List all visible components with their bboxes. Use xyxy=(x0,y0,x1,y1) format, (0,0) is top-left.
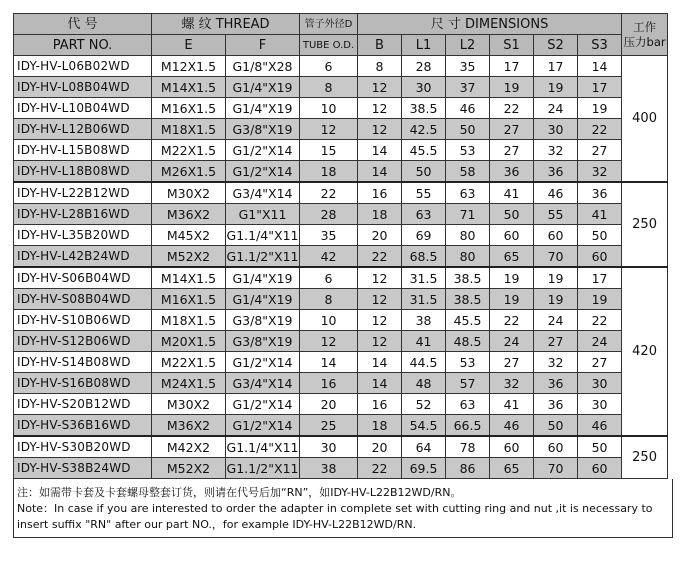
dim-s1-cell: 60 xyxy=(490,436,534,458)
thread-f-cell: G3/4"X14 xyxy=(226,373,300,394)
thread-f-cell: G1.1/4"X11 xyxy=(226,436,300,458)
dim-s2-cell: 36 xyxy=(534,394,578,415)
tube-od-cell: 6 xyxy=(300,56,358,77)
table-row xyxy=(14,161,668,183)
working-pressure-cell: 250 xyxy=(622,182,668,267)
col-header-f: F xyxy=(226,35,300,56)
thread-f-cell: G3/8"X19 xyxy=(226,310,300,331)
table-row xyxy=(14,415,668,437)
dim-l2-cell: 57 xyxy=(446,373,490,394)
dim-s2-cell: 30 xyxy=(534,119,578,140)
dim-l2-cell: 37 xyxy=(446,77,490,98)
dim-l1-cell: 52 xyxy=(402,394,446,415)
table-row xyxy=(14,289,668,310)
dim-b-cell: 12 xyxy=(358,289,402,310)
col-header-s3: S3 xyxy=(578,35,622,56)
code-header-cn: 代 号 xyxy=(14,14,152,35)
table-row xyxy=(14,182,668,204)
thread-e-cell: M18X1.5 xyxy=(152,310,226,331)
thread-e-cell: M26X1.5 xyxy=(152,161,226,183)
thread-e-cell: M16X1.5 xyxy=(152,289,226,310)
working-pressure-cell: 400 xyxy=(622,56,668,183)
thread-f-cell: G1/2"X14 xyxy=(226,394,300,415)
dim-s2-cell: 24 xyxy=(534,98,578,119)
tube-od-cell: 28 xyxy=(300,204,358,225)
dim-l2-cell: 63 xyxy=(446,182,490,204)
pressure-header xyxy=(622,14,668,56)
tube-od-header: TUBE O.D. xyxy=(300,35,358,56)
dim-s2-cell: 32 xyxy=(534,352,578,373)
dim-s3-cell: 19 xyxy=(578,98,622,119)
table-row xyxy=(14,98,668,119)
dim-s3-cell: 22 xyxy=(578,119,622,140)
tube-od-cell: 15 xyxy=(300,140,358,161)
dim-s2-cell: 36 xyxy=(534,373,578,394)
thread-e-cell: M18X1.5 xyxy=(152,119,226,140)
dim-s1-cell: 60 xyxy=(490,225,534,246)
dim-l2-cell: 53 xyxy=(446,140,490,161)
table-row xyxy=(14,140,668,161)
dim-s1-cell: 27 xyxy=(490,140,534,161)
part-no-cell: IDY-HV-S14B08WD xyxy=(14,352,152,373)
dim-l1-cell: 69 xyxy=(402,225,446,246)
dim-l1-cell: 38.5 xyxy=(402,98,446,119)
part-no-cell: IDY-HV-L28B16WD xyxy=(14,204,152,225)
table-row xyxy=(14,246,668,268)
dim-s1-cell: 65 xyxy=(490,246,534,268)
note-english: Note：In case if you are interested to order the adapter in complete set with cutting ring and nut ,it is necessary to insert suffix "RN" after our part NO.，for example IDY-HV-L22B12WD/RN. xyxy=(17,502,653,531)
dim-s3-cell: 17 xyxy=(578,267,622,289)
thread-e-cell: M52X2 xyxy=(152,458,226,479)
part-no-cell: IDY-HV-L12B06WD xyxy=(14,119,152,140)
dim-s3-cell: 60 xyxy=(578,458,622,479)
table-row xyxy=(14,458,668,479)
dim-s1-cell: 50 xyxy=(490,204,534,225)
col-header-s2: S2 xyxy=(534,35,578,56)
thread-e-cell: M12X1.5 xyxy=(152,56,226,77)
dim-b-cell: 20 xyxy=(358,225,402,246)
tube-od-cell: 18 xyxy=(300,161,358,183)
tube-od-cell: 10 xyxy=(300,310,358,331)
dim-s1-cell: 19 xyxy=(490,267,534,289)
dim-l1-cell: 38 xyxy=(402,310,446,331)
dim-b-cell: 12 xyxy=(358,267,402,289)
col-header-l2: L2 xyxy=(446,35,490,56)
part-no-cell: IDY-HV-S06B04WD xyxy=(14,267,152,289)
dim-s1-cell: 27 xyxy=(490,352,534,373)
tube-od-cell: 12 xyxy=(300,331,358,352)
dim-s3-cell: 27 xyxy=(578,140,622,161)
dim-l2-cell: 78 xyxy=(446,436,490,458)
thread-e-cell: M30X2 xyxy=(152,182,226,204)
part-no-cell: IDY-HV-S38B24WD xyxy=(14,458,152,479)
tube-od-cell: 12 xyxy=(300,119,358,140)
thread-f-cell: G1/2"X14 xyxy=(226,415,300,437)
dim-s2-cell: 19 xyxy=(534,267,578,289)
part-no-cell: IDY-HV-S16B08WD xyxy=(14,373,152,394)
dim-l2-cell: 53 xyxy=(446,352,490,373)
dim-s1-cell: 65 xyxy=(490,458,534,479)
dim-s2-cell: 17 xyxy=(534,56,578,77)
dim-s3-cell: 30 xyxy=(578,373,622,394)
dim-l1-cell: 41 xyxy=(402,331,446,352)
dim-l2-cell: 46 xyxy=(446,98,490,119)
dim-l1-cell: 54.5 xyxy=(402,415,446,437)
dim-s3-cell: 46 xyxy=(578,415,622,437)
dim-l2-cell: 38.5 xyxy=(446,267,490,289)
dim-s1-cell: 19 xyxy=(490,289,534,310)
table-row xyxy=(14,331,668,352)
tube-od-cell: 8 xyxy=(300,77,358,98)
dim-s1-cell: 19 xyxy=(490,77,534,98)
dim-l2-cell: 66.5 xyxy=(446,415,490,437)
dim-b-cell: 8 xyxy=(358,56,402,77)
dim-s2-cell: 27 xyxy=(534,331,578,352)
part-no-cell: IDY-HV-L08B04WD xyxy=(14,77,152,98)
thread-f-cell: G3/4"X14 xyxy=(226,182,300,204)
thread-e-cell: M24X1.5 xyxy=(152,373,226,394)
tube-od-cell: 10 xyxy=(300,98,358,119)
dim-s3-cell: 60 xyxy=(578,246,622,268)
dim-s2-cell: 60 xyxy=(534,436,578,458)
dim-s3-cell: 19 xyxy=(578,289,622,310)
table-row xyxy=(14,225,668,246)
table-row xyxy=(14,267,668,289)
dim-b-cell: 12 xyxy=(358,119,402,140)
dim-s2-cell: 46 xyxy=(534,182,578,204)
part-no-cell: IDY-HV-S12B06WD xyxy=(14,331,152,352)
working-pressure-cell: 250 xyxy=(622,436,668,479)
dim-l2-cell: 63 xyxy=(446,394,490,415)
dimensions-header: 尺 寸 DIMENSIONS xyxy=(358,14,622,35)
part-no-cell: IDY-HV-L18B08WD xyxy=(14,161,152,183)
dim-l1-cell: 63 xyxy=(402,204,446,225)
dim-b-cell: 12 xyxy=(358,331,402,352)
dim-l1-cell: 69.5 xyxy=(402,458,446,479)
tube-od-cell: 16 xyxy=(300,373,358,394)
table-row xyxy=(14,56,668,77)
dim-l1-cell: 42.5 xyxy=(402,119,446,140)
dim-l2-cell: 58 xyxy=(446,161,490,183)
dim-s2-cell: 70 xyxy=(534,458,578,479)
dim-b-cell: 16 xyxy=(358,394,402,415)
thread-e-cell: M14X1.5 xyxy=(152,77,226,98)
part-no-cell: IDY-HV-S20B12WD xyxy=(14,394,152,415)
table-row xyxy=(14,77,668,98)
dim-s3-cell: 50 xyxy=(578,436,622,458)
dim-s2-cell: 50 xyxy=(534,415,578,437)
dim-s1-cell: 32 xyxy=(490,373,534,394)
part-no-cell: IDY-HV-S08B04WD xyxy=(14,289,152,310)
dim-s2-cell: 32 xyxy=(534,140,578,161)
thread-e-cell: M36X2 xyxy=(152,204,226,225)
tube-od-cell: 30 xyxy=(300,436,358,458)
dim-l1-cell: 55 xyxy=(402,182,446,204)
pressure-header-unit: 压力bar xyxy=(623,34,666,49)
col-header-e: E xyxy=(152,35,226,56)
thread-e-cell: M14X1.5 xyxy=(152,267,226,289)
thread-e-cell: M52X2 xyxy=(152,246,226,268)
thread-e-cell: M36X2 xyxy=(152,415,226,437)
part-no-cell: IDY-HV-L42B24WD xyxy=(14,246,152,268)
part-no-cell: IDY-HV-L22B12WD xyxy=(14,182,152,204)
part-no-cell: IDY-HV-L35B20WD xyxy=(14,225,152,246)
dim-l1-cell: 50 xyxy=(402,161,446,183)
part-no-cell: IDY-HV-S10B06WD xyxy=(14,310,152,331)
dim-b-cell: 22 xyxy=(358,458,402,479)
thread-f-cell: G1/4"X19 xyxy=(226,289,300,310)
dim-l1-cell: 48 xyxy=(402,373,446,394)
dim-b-cell: 12 xyxy=(358,98,402,119)
dim-l2-cell: 71 xyxy=(446,204,490,225)
dim-s1-cell: 41 xyxy=(490,394,534,415)
dim-l2-cell: 45.5 xyxy=(446,310,490,331)
dim-l2-cell: 50 xyxy=(446,119,490,140)
thread-e-cell: M16X1.5 xyxy=(152,98,226,119)
dim-l1-cell: 64 xyxy=(402,436,446,458)
tube-od-cell: 35 xyxy=(300,225,358,246)
thread-f-cell: G1/4"X19 xyxy=(226,77,300,98)
dim-s3-cell: 32 xyxy=(578,161,622,183)
dim-s3-cell: 41 xyxy=(578,204,622,225)
dim-l1-cell: 68.5 xyxy=(402,246,446,268)
dim-b-cell: 14 xyxy=(358,373,402,394)
thread-f-cell: G1.1/2"X11 xyxy=(226,458,300,479)
tube-od-cell: 8 xyxy=(300,289,358,310)
header-row-1 xyxy=(14,14,668,35)
header-row-2 xyxy=(14,35,668,56)
thread-header: 螺 纹 THREAD xyxy=(152,14,300,35)
col-header-l1: L1 xyxy=(402,35,446,56)
dim-s1-cell: 46 xyxy=(490,415,534,437)
dim-s1-cell: 17 xyxy=(490,56,534,77)
thread-e-cell: M22X1.5 xyxy=(152,140,226,161)
tube-od-cell: 14 xyxy=(300,352,358,373)
dim-l1-cell: 28 xyxy=(402,56,446,77)
part-no-cell: IDY-HV-L15B08WD xyxy=(14,140,152,161)
specification-sheet xyxy=(13,13,667,538)
table-row xyxy=(14,352,668,373)
dim-s2-cell: 24 xyxy=(534,310,578,331)
dim-s3-cell: 30 xyxy=(578,394,622,415)
dim-s1-cell: 36 xyxy=(490,161,534,183)
table-row xyxy=(14,310,668,331)
table-row xyxy=(14,373,668,394)
col-header-s1: S1 xyxy=(490,35,534,56)
dim-l1-cell: 44.5 xyxy=(402,352,446,373)
part-no-cell: IDY-HV-L10B04WD xyxy=(14,98,152,119)
table-body xyxy=(14,56,668,479)
dim-l2-cell: 86 xyxy=(446,458,490,479)
thread-f-cell: G1/8"X28 xyxy=(226,56,300,77)
table-row xyxy=(14,394,668,415)
note-chinese: 注：如需带卡套及卡套螺母整套订货，则请在代号后加“RN”，如IDY-HV-L22B12WD/RN。 xyxy=(17,486,462,499)
thread-e-cell: M42X2 xyxy=(152,436,226,458)
dim-b-cell: 12 xyxy=(358,310,402,331)
thread-f-cell: G1"X11 xyxy=(226,204,300,225)
dim-s3-cell: 14 xyxy=(578,56,622,77)
dim-b-cell: 18 xyxy=(358,415,402,437)
thread-e-cell: M45X2 xyxy=(152,225,226,246)
dim-s2-cell: 70 xyxy=(534,246,578,268)
dim-l2-cell: 48.5 xyxy=(446,331,490,352)
dim-s1-cell: 41 xyxy=(490,182,534,204)
dim-b-cell: 12 xyxy=(358,77,402,98)
dim-b-cell: 14 xyxy=(358,140,402,161)
dim-l1-cell: 31.5 xyxy=(402,289,446,310)
dim-s1-cell: 24 xyxy=(490,331,534,352)
dim-s2-cell: 19 xyxy=(534,77,578,98)
dim-b-cell: 22 xyxy=(358,246,402,268)
working-pressure-cell: 420 xyxy=(622,267,668,436)
dim-s3-cell: 24 xyxy=(578,331,622,352)
thread-f-cell: G1/2"X14 xyxy=(226,140,300,161)
thread-f-cell: G1/2"X14 xyxy=(226,352,300,373)
dim-b-cell: 14 xyxy=(358,161,402,183)
dim-b-cell: 14 xyxy=(358,352,402,373)
dim-b-cell: 16 xyxy=(358,182,402,204)
dim-l2-cell: 80 xyxy=(446,246,490,268)
part-no-cell: IDY-HV-S30B20WD xyxy=(14,436,152,458)
thread-e-cell: M22X1.5 xyxy=(152,352,226,373)
dim-b-cell: 20 xyxy=(358,436,402,458)
table-row xyxy=(14,119,668,140)
tube-od-cell: 25 xyxy=(300,415,358,437)
table-row xyxy=(14,436,668,458)
dim-l2-cell: 38.5 xyxy=(446,289,490,310)
tube-od-cell: 6 xyxy=(300,267,358,289)
tube-od-cell: 38 xyxy=(300,458,358,479)
dim-s2-cell: 55 xyxy=(534,204,578,225)
dim-s3-cell: 36 xyxy=(578,182,622,204)
thread-e-cell: M30X2 xyxy=(152,394,226,415)
thread-f-cell: G3/8"X19 xyxy=(226,119,300,140)
thread-e-cell: M20X1.5 xyxy=(152,331,226,352)
pressure-header-cn: 工作 xyxy=(633,19,657,34)
dim-l2-cell: 35 xyxy=(446,56,490,77)
thread-f-cell: G1/2"X14 xyxy=(226,161,300,183)
dim-b-cell: 18 xyxy=(358,204,402,225)
part-no-cell: IDY-HV-S36B16WD xyxy=(14,415,152,437)
dim-s3-cell: 17 xyxy=(578,77,622,98)
thread-f-cell: G1.1/4"X11 xyxy=(226,225,300,246)
dim-s2-cell: 19 xyxy=(534,289,578,310)
part-no-header: PART NO. xyxy=(14,35,152,56)
col-header-b: B xyxy=(358,35,402,56)
dim-s3-cell: 22 xyxy=(578,310,622,331)
thread-f-cell: G1.1/2"X11 xyxy=(226,246,300,268)
thread-f-cell: G3/8"X19 xyxy=(226,331,300,352)
dim-s3-cell: 27 xyxy=(578,352,622,373)
tube-header-cn: 管子外径D xyxy=(300,14,358,35)
dim-s1-cell: 27 xyxy=(490,119,534,140)
dim-l2-cell: 80 xyxy=(446,225,490,246)
dim-l1-cell: 31.5 xyxy=(402,267,446,289)
dim-s1-cell: 22 xyxy=(490,310,534,331)
notes-block xyxy=(13,479,673,538)
dim-s3-cell: 50 xyxy=(578,225,622,246)
dim-s2-cell: 60 xyxy=(534,225,578,246)
dimensions-table xyxy=(13,13,668,479)
dim-s2-cell: 36 xyxy=(534,161,578,183)
thread-f-cell: G1/4"X19 xyxy=(226,267,300,289)
part-no-cell: IDY-HV-L06B02WD xyxy=(14,56,152,77)
tube-od-cell: 42 xyxy=(300,246,358,268)
table-row xyxy=(14,204,668,225)
dim-l1-cell: 45.5 xyxy=(402,140,446,161)
dim-l1-cell: 30 xyxy=(402,77,446,98)
tube-od-cell: 20 xyxy=(300,394,358,415)
tube-od-cell: 22 xyxy=(300,182,358,204)
thread-f-cell: G1/4"X19 xyxy=(226,98,300,119)
dim-s1-cell: 22 xyxy=(490,98,534,119)
